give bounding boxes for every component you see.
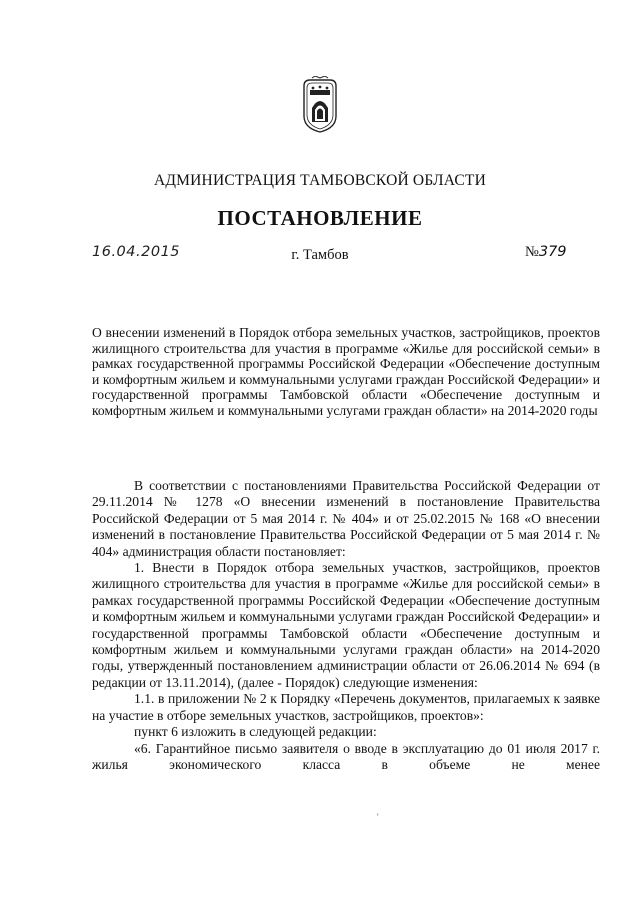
number-prefix: № [525,244,539,260]
paragraph-item-1: 1. Внести в Порядок отбора земельных участков, застройщиков, проектов жилищного строительства для участия в программе «Жилье для российской семьи» в рамках государственной программы Российской Федерации «Обеспечение доступным и комфортным жильем и коммунальными услугами граждан Российской Федерации» и государственной программы Тамбовской области «Обеспечение доступным и комфортным жильем и коммунальными услугами граждан области» на 2014-2020 годы, утвержденный постановлением администрации области от 26.06.2014 № 694 (в редакции от 13.11.2014), (далее - Порядок) следующие изменения: [92,560,600,690]
page-mark: ' [377,812,379,822]
handwritten-number: 379 [538,244,567,260]
paragraph-preamble: В соответствии с постановлениями Правительства Российской Федерации от 29.11.2014 № 1278 «О внесении изменений в постановление Правительства Российской Федерации от 5 мая 2014 г. № 404» и от 25.02.2015 № 168 «О внесении изменений в постановление Правительства Российской Федерации от 5 мая 2014 г. № 404» администрация области постановляет: [92,478,600,559]
document-body [92,478,600,773]
coat-of-arms-icon [300,76,340,134]
document-title: О внесении изменений в Порядок отбора земельных участков, застройщиков, проектов жилищного строительства для участия в программе «Жилье для российской семьи» в рамках государственной программы Российской Федерации «Обеспечение доступным и комфортным жильем и коммунальными услугами граждан Российской Федерации» и государственной программы Тамбовской области «Обеспечение доступным и комфортным жильем и коммунальными услугами граждан области» на 2014-2020 годы [92,325,600,418]
organization-name: АДМИНИСТРАЦИЯ ТАМБОВСКОЙ ОБЛАСТИ [154,172,486,189]
document-type: ПОСТАНОВЛЕНИЕ [217,206,423,230]
document-number [525,244,567,261]
paragraph-item-1-1: 1.1. в приложении № 2 к Порядку «Перечень документов, прилагаемых к заявке на участие в отборе земельных участков, застройщиков, проектов»: [92,691,600,723]
paragraph-point-6: «6. Гарантийное письмо заявителя о вводе в эксплуатацию до 01 июля 2017 г. жилья экономического класса в объеме не менее [92,740,600,772]
paragraph-instruction: пункт 6 изложить в следующей редакции: [134,724,377,740]
handwritten-date: 16.04.2015 [92,244,181,260]
city: г. Тамбов [291,247,349,263]
